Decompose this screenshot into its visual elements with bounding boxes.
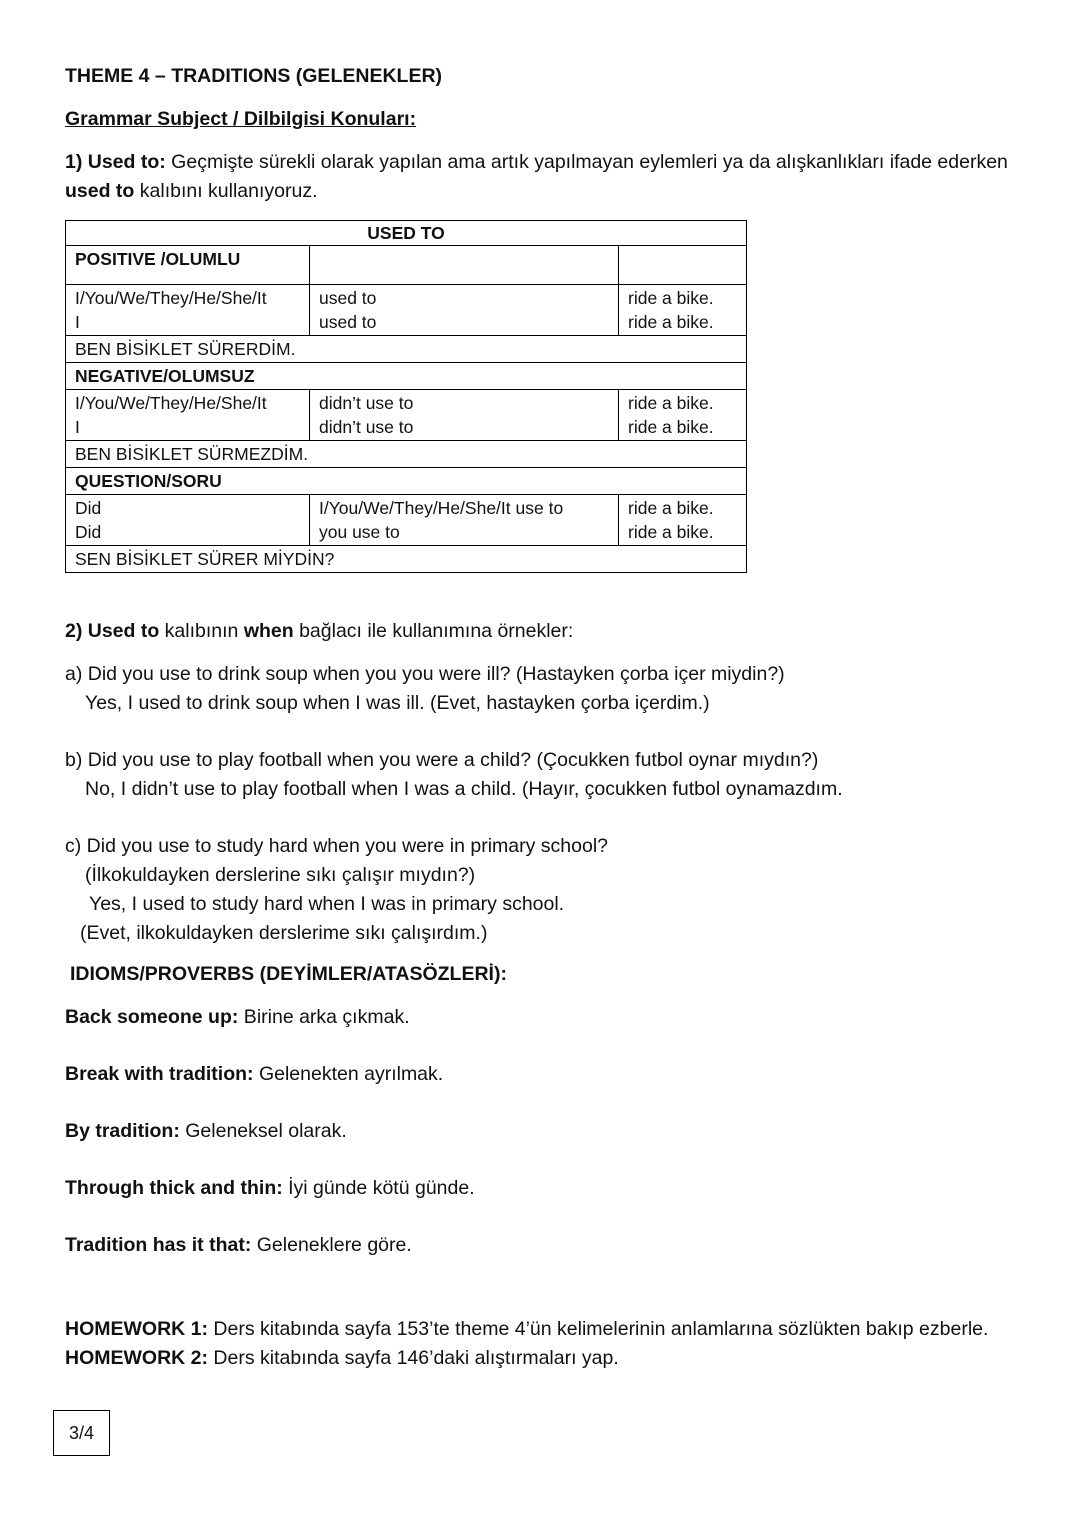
positive-translation: BEN BİSİKLET SÜRERDİM. (66, 336, 747, 363)
homework-item (65, 1315, 1025, 1344)
empty-cell (310, 246, 619, 285)
idiom-item (65, 1174, 1025, 1203)
table-cell (66, 495, 310, 546)
page-title: THEME 4 – TRADITIONS (GELENEKLER) (65, 65, 443, 87)
idiom-term: Break with tradition: (65, 1063, 254, 1085)
idiom-meaning: Gelenekten ayrılmak. (253, 1063, 444, 1085)
positive-label: POSITIVE /OLUMLU (66, 246, 310, 285)
cell-line: ride a bike. (628, 288, 714, 308)
cell-line: I/You/We/They/He/She/It use to (319, 498, 564, 518)
section2-bold: when (243, 620, 294, 642)
cell-line: didn’t use to (319, 393, 414, 413)
cell-line: I/You/We/They/He/She/It (75, 288, 267, 308)
idiom-term: Back someone up: (65, 1006, 239, 1028)
idiom-term: Through thick and thin: (65, 1177, 283, 1199)
worksheet-page (65, 62, 1025, 1373)
example-c (65, 832, 1025, 948)
cell-line: used to (319, 288, 377, 308)
table-cell (310, 495, 619, 546)
example-answer-translation: (Evet, ilkokuldayken derslerime sıkı çalışırdım.) (80, 922, 488, 944)
section1-text-end: kalıbını kullanıyoruz. (134, 180, 318, 202)
table-cell (66, 285, 310, 336)
example-question: a) Did you use to drink soup when you you were ill? (Hastayken çorba içer miydin?) (65, 663, 785, 685)
homework-label: HOMEWORK 1: (65, 1318, 208, 1340)
used-to-table (65, 220, 747, 573)
section2-text-end: bağlacı ile kullanımına örnekler: (293, 620, 574, 642)
example-a (65, 660, 1025, 718)
cell-line: ride a bike. (628, 312, 714, 332)
idiom-item (65, 1117, 1025, 1146)
cell-line: didn’t use to (319, 417, 414, 437)
cell-line: I/You/We/They/He/She/It (75, 393, 267, 413)
cell-line: I (75, 312, 80, 332)
example-b (65, 746, 1025, 804)
grammar-subtitle: Grammar Subject / Dilbilgisi Konuları: (65, 108, 417, 130)
cell-line: ride a bike. (628, 498, 714, 518)
idiom-item (65, 1060, 1025, 1089)
idioms-title: IDIOMS/PROVERBS (DEYİMLER/ATASÖZLERİ): (70, 963, 507, 985)
idiom-meaning: Geleneklere göre. (251, 1234, 412, 1256)
table-cell (619, 390, 747, 441)
cell-line: ride a bike. (628, 522, 714, 542)
section1-bold: used to (65, 180, 135, 202)
table-header: USED TO (66, 221, 747, 246)
section2-heading (65, 617, 1025, 646)
idiom-item (65, 1003, 1025, 1032)
example-answer: No, I didn’t use to play football when I was a child. (Hayır, çocukken futbol oynamazdım. (85, 778, 843, 800)
section1-paragraph (65, 148, 1025, 206)
example-answer: Yes, I used to drink soup when I was ill. (Evet, hastayken çorba içerdim.) (85, 692, 710, 714)
cell-line: you use to (319, 522, 400, 542)
idiom-meaning: İyi günde kötü günde. (282, 1177, 475, 1199)
section2-text: kalıbının (159, 620, 244, 642)
idiom-meaning: Birine arka çıkmak. (238, 1006, 410, 1028)
table-cell (619, 285, 747, 336)
table-cell (310, 390, 619, 441)
example-question: b) Did you use to play football when you were a child? (Çocukken futbol oynar mıydın?) (65, 749, 819, 771)
table-cell (310, 285, 619, 336)
example-answer: Yes, I used to study hard when I was in primary school. (89, 893, 565, 915)
cell-line: Did (75, 522, 102, 542)
idiom-term: Tradition has it that: (65, 1234, 252, 1256)
negative-translation: BEN BİSİKLET SÜRMEZDİM. (66, 441, 747, 468)
homework-text: Ders kitabında sayfa 146’daki alıştırmaları yap. (208, 1347, 619, 1369)
section1-text: Geçmişte sürekli olarak yapılan ama artık yapılmayan eylemleri ya da alışkanlıkları ifade ederken (165, 151, 1008, 173)
homework-text: Ders kitabında sayfa 153’te theme 4’ün kelimelerinin anlamlarına sözlükten bakıp ezberle. (208, 1318, 989, 1340)
idiom-term: By tradition: (65, 1120, 180, 1142)
cell-line: used to (319, 312, 377, 332)
table-cell (66, 390, 310, 441)
question-translation: SEN BİSİKLET SÜRER MİYDİN? (66, 546, 747, 573)
cell-line: ride a bike. (628, 393, 714, 413)
section1-number: 1) Used to: (65, 151, 166, 173)
example-question: c) Did you use to study hard when you were in primary school? (65, 835, 609, 857)
question-label: QUESTION/SORU (66, 468, 747, 495)
homework-label: HOMEWORK 2: (65, 1347, 208, 1369)
cell-line: I (75, 417, 80, 437)
section2-number: 2) Used to (65, 620, 160, 642)
cell-line: Did (75, 498, 102, 518)
homework-section (65, 1315, 1025, 1373)
page-number: 3/4 (53, 1410, 110, 1456)
cell-line: ride a bike. (628, 417, 714, 437)
empty-cell (619, 246, 747, 285)
negative-label: NEGATIVE/OLUMSUZ (66, 363, 747, 390)
idiom-meaning: Geleneksel olarak. (179, 1120, 347, 1142)
homework-item (65, 1344, 1025, 1373)
example-question-translation: (İlkokuldayken derslerine sıkı çalışır mıydın?) (85, 864, 476, 886)
table-cell (619, 495, 747, 546)
idiom-item (65, 1231, 1025, 1260)
